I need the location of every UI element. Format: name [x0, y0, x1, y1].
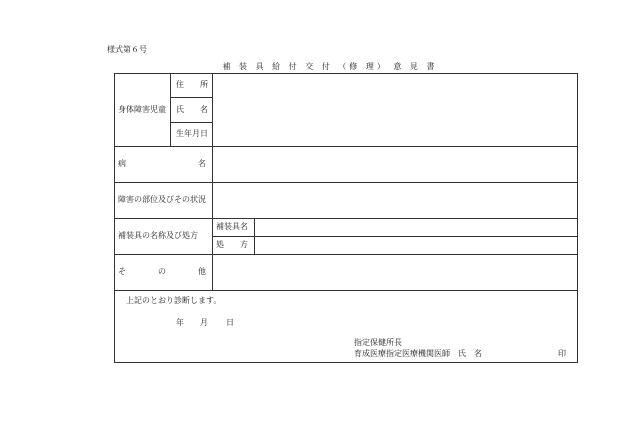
device-name-label: 補装具名: [216, 222, 248, 231]
diagnosis-statement: 上記のとおり診断します。: [126, 296, 222, 305]
row-divider: [114, 182, 578, 183]
row-divider: [212, 236, 578, 237]
row-divider: [114, 290, 578, 291]
disability-label: 障害の部位及びその状況: [118, 195, 206, 204]
date-year: 年: [176, 318, 184, 327]
column-divider: [212, 73, 213, 290]
row-divider: [114, 254, 578, 255]
row-divider: [114, 218, 578, 219]
prescription-label: 処 方: [216, 240, 248, 249]
date-day: 日: [226, 318, 234, 327]
row-divider: [170, 122, 212, 123]
signer-doctor: 育成医療指定医療機関医師 氏 名: [354, 349, 482, 358]
row-divider: [170, 97, 212, 98]
date-month: 月: [200, 318, 208, 327]
seal-mark: 印: [558, 349, 566, 358]
column-divider: [254, 218, 255, 254]
column-divider: [170, 73, 171, 146]
dob-label: 生年月日: [176, 129, 208, 138]
device-label: 補装具の名称及び処方: [118, 231, 198, 240]
page-title: 補 装 具 給 付 交 付 （修 理） 意 見 書: [222, 62, 438, 71]
patient-label: 身体障害児童: [118, 105, 166, 114]
name-label: 氏 名: [176, 105, 208, 114]
address-label: 住 所: [176, 80, 208, 89]
row-divider: [114, 146, 578, 147]
form-number: 様式第６号: [107, 45, 147, 54]
other-label: そ の 他: [118, 267, 206, 276]
signer-title: 指定保健所長: [354, 338, 402, 347]
disease-label: 病 名: [118, 159, 206, 168]
